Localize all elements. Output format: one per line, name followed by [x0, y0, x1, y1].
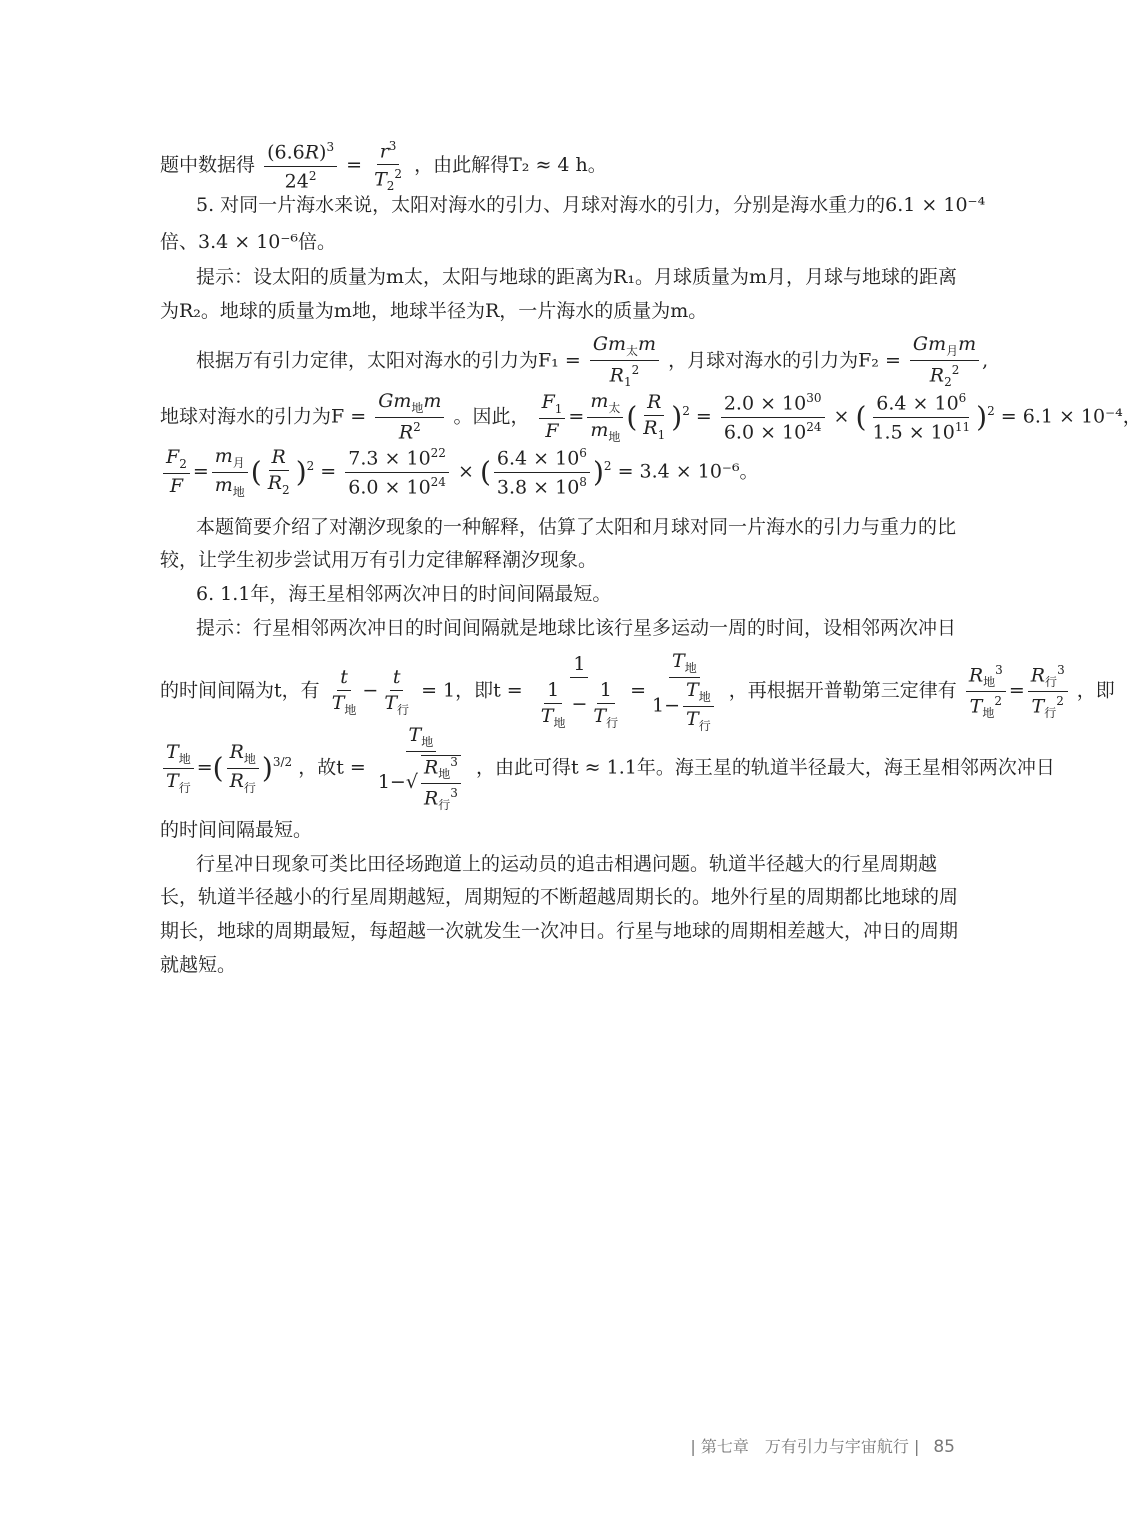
fraction: t $T_行$ — [384, 665, 410, 717]
fraction: $m_太$ $m_地$ — [587, 392, 623, 443]
text-line: 6. 1.1年，海王星相邻两次冲日的时间间隔最短。 — [196, 583, 612, 605]
fraction: $\frac{R}{R_2}$ — [267, 446, 290, 498]
fraction: $T_地$ 1−√ $R_地^3$ $R_行^3$ — [375, 726, 467, 811]
fraction: $m_月$ $m_地$ — [212, 447, 248, 498]
text-line: 提示：行星相邻两次冲日的时间间隔就是地球比该行星多运动一周的时间，设相邻两次冲日 — [196, 617, 957, 639]
fraction: $\frac{F_1}{F}$ — [539, 393, 566, 441]
formula-line-6: $T_地$ $T_行$ =( $R_地$ $R_行$ )$^{3/2}$ ，故t = $T_地$ 1−√ $R_地^3$ $R_行^3$ ，由此可得t ≈ 1.1年。海王星的轨道半径最大，海王星相邻两次冲日 — [160, 726, 1055, 811]
fraction: $Gm_太m$ $R_1^2$ — [590, 335, 659, 388]
text-line: 行星冲日现象可类比田径场跑道上的运动员的追击相遇问题。轨道半径越大的行星周期越 — [196, 853, 938, 875]
text-line: 长，轨道半径越小的行星周期越短，周期短的不断超越周期长的。地外行星的周期都比地球的周 — [160, 886, 959, 908]
text-line: 的时间间隔最短。 — [160, 819, 313, 841]
formula-line-1: 题中数据得 $\frac{(6.6R)^3}{24^2}$ = $\frac{r^3}{T_2^2}$ ，由此解得T₂ ≈ 4 h。 — [160, 139, 607, 194]
fraction: $T_地$ 1− $T_地$ $T_行$ — [649, 652, 720, 731]
fraction: $\frac{2.0 \times 10^{30}}{6.0 \times 10^{24}}$ — [721, 392, 825, 442]
text-line: 倍、3.4 × 10⁻⁶倍。 — [160, 231, 337, 253]
fraction: t $T_地$ — [331, 665, 357, 717]
formula-line-4: $\frac{F_2}{F}$ = $m_月$ $m_地$ ( $\frac{R}{R_2}$ )$^2$ = $\frac{7.3 \times 10^{22}}{6.0 \times 10^{24}}$ × ( $\frac{6.4 \times 10^6}{3.8 \times 10^8}$ )$^2$ = 3.4 × 10⁻⁶。 — [160, 447, 759, 498]
fraction: 1 1 $T_地$ − 1 $T_行$ — [540, 652, 619, 730]
text-line: 期长，地球的周期最短，每超越一次就发生一次冲日。行星与地球的周期相差越大，冲日的周期 — [160, 920, 959, 942]
fraction: $\frac{R}{R_1}$ — [643, 391, 666, 443]
formula-line-2: 根据万有引力定律，太阳对海水的引力为F₁ = $Gm_太m$ $R_1^2$ ，月球对海水的引力为F₂ = $Gm_月m$ $R_2^2$ , — [196, 333, 989, 389]
fraction: $R_地^3$ $T_地^2$ — [966, 664, 1006, 719]
fraction: $\frac{r^3}{T_2^2}$ — [374, 139, 403, 194]
fraction: $T_地$ $T_行$ — [163, 743, 194, 794]
fraction: $Gm_月m$ $R_2^2$ — [910, 335, 979, 388]
chapter-title: | 第七章 万有引力与宇宙航行 | — [690, 1437, 920, 1456]
formula-line-3: 地球对海水的引力为F = $Gm_地m$ $R^2$ 。因此， $\frac{F_1}{F}$ = $m_太$ $m_地$ ( $\frac{R}{R_1}$ )$^2$ = $\frac{2.0 \times 10^{30}}{6.0 \times 10^{24}}$ × ( $\frac{6.4 \times 10^6}{1.5 \times 10^{11}}$ )$^2$ = 6.1 × 10⁻⁴， — [160, 390, 1142, 444]
text-line: 提示：设太阳的质量为m太，太阳与地球的距离为R₁。月球质量为m月，月球与地球的距离 — [196, 266, 957, 288]
text-line: 较，让学生初步尝试用万有引力定律解释潮汐现象。 — [160, 549, 598, 571]
fraction: $\frac{7.3 \times 10^{22}}{6.0 \times 10^{24}}$ — [345, 447, 449, 497]
formula-line-5: 的时间间隔为t，有 t $T_地$ − t $T_行$ = 1，即t = 1 1 $T_地$ − 1 $T_行$ = $T_地$ 1− $T_地$ $T_行$ ，再根据开普勒第三定律有 $R_地^3$ $T_地^2$ = $R_行^3$ $T_行^2$ ，即 — [160, 650, 1115, 733]
fraction: $\frac{F_2}{F}$ — [163, 448, 190, 496]
text-line: 本题简要介绍了对潮汐现象的一种解释，估算了太阳和月球对同一片海水的引力与重力的比 — [196, 516, 957, 538]
fraction: $\frac{6.4 \times 10^6}{3.8 \times 10^8}$ — [494, 447, 590, 497]
text-line: 就越短。 — [160, 954, 237, 976]
page-number: 85 — [933, 1437, 955, 1457]
fraction: $\frac{6.4 \times 10^6}{1.5 \times 10^{11}}$ — [872, 391, 971, 444]
fraction: $\frac{(6.6R)^3}{24^2}$ — [264, 141, 337, 191]
page-footer — [690, 1434, 955, 1457]
text-line: 5. 对同一片海水来说，太阳对海水的引力、月球对海水的引力，分别是海水重力的6.1 × 10⁻⁴ — [196, 194, 986, 216]
fraction: $R_行^3$ $T_行^2$ — [1028, 664, 1068, 719]
text-line: 为R₂。地球的质量为m地，地球半径为R，一片海水的质量为m。 — [160, 300, 708, 322]
fraction: $Gm_地m$ $R^2$ — [375, 392, 444, 442]
fraction: $R_地$ $R_行$ — [227, 743, 259, 794]
